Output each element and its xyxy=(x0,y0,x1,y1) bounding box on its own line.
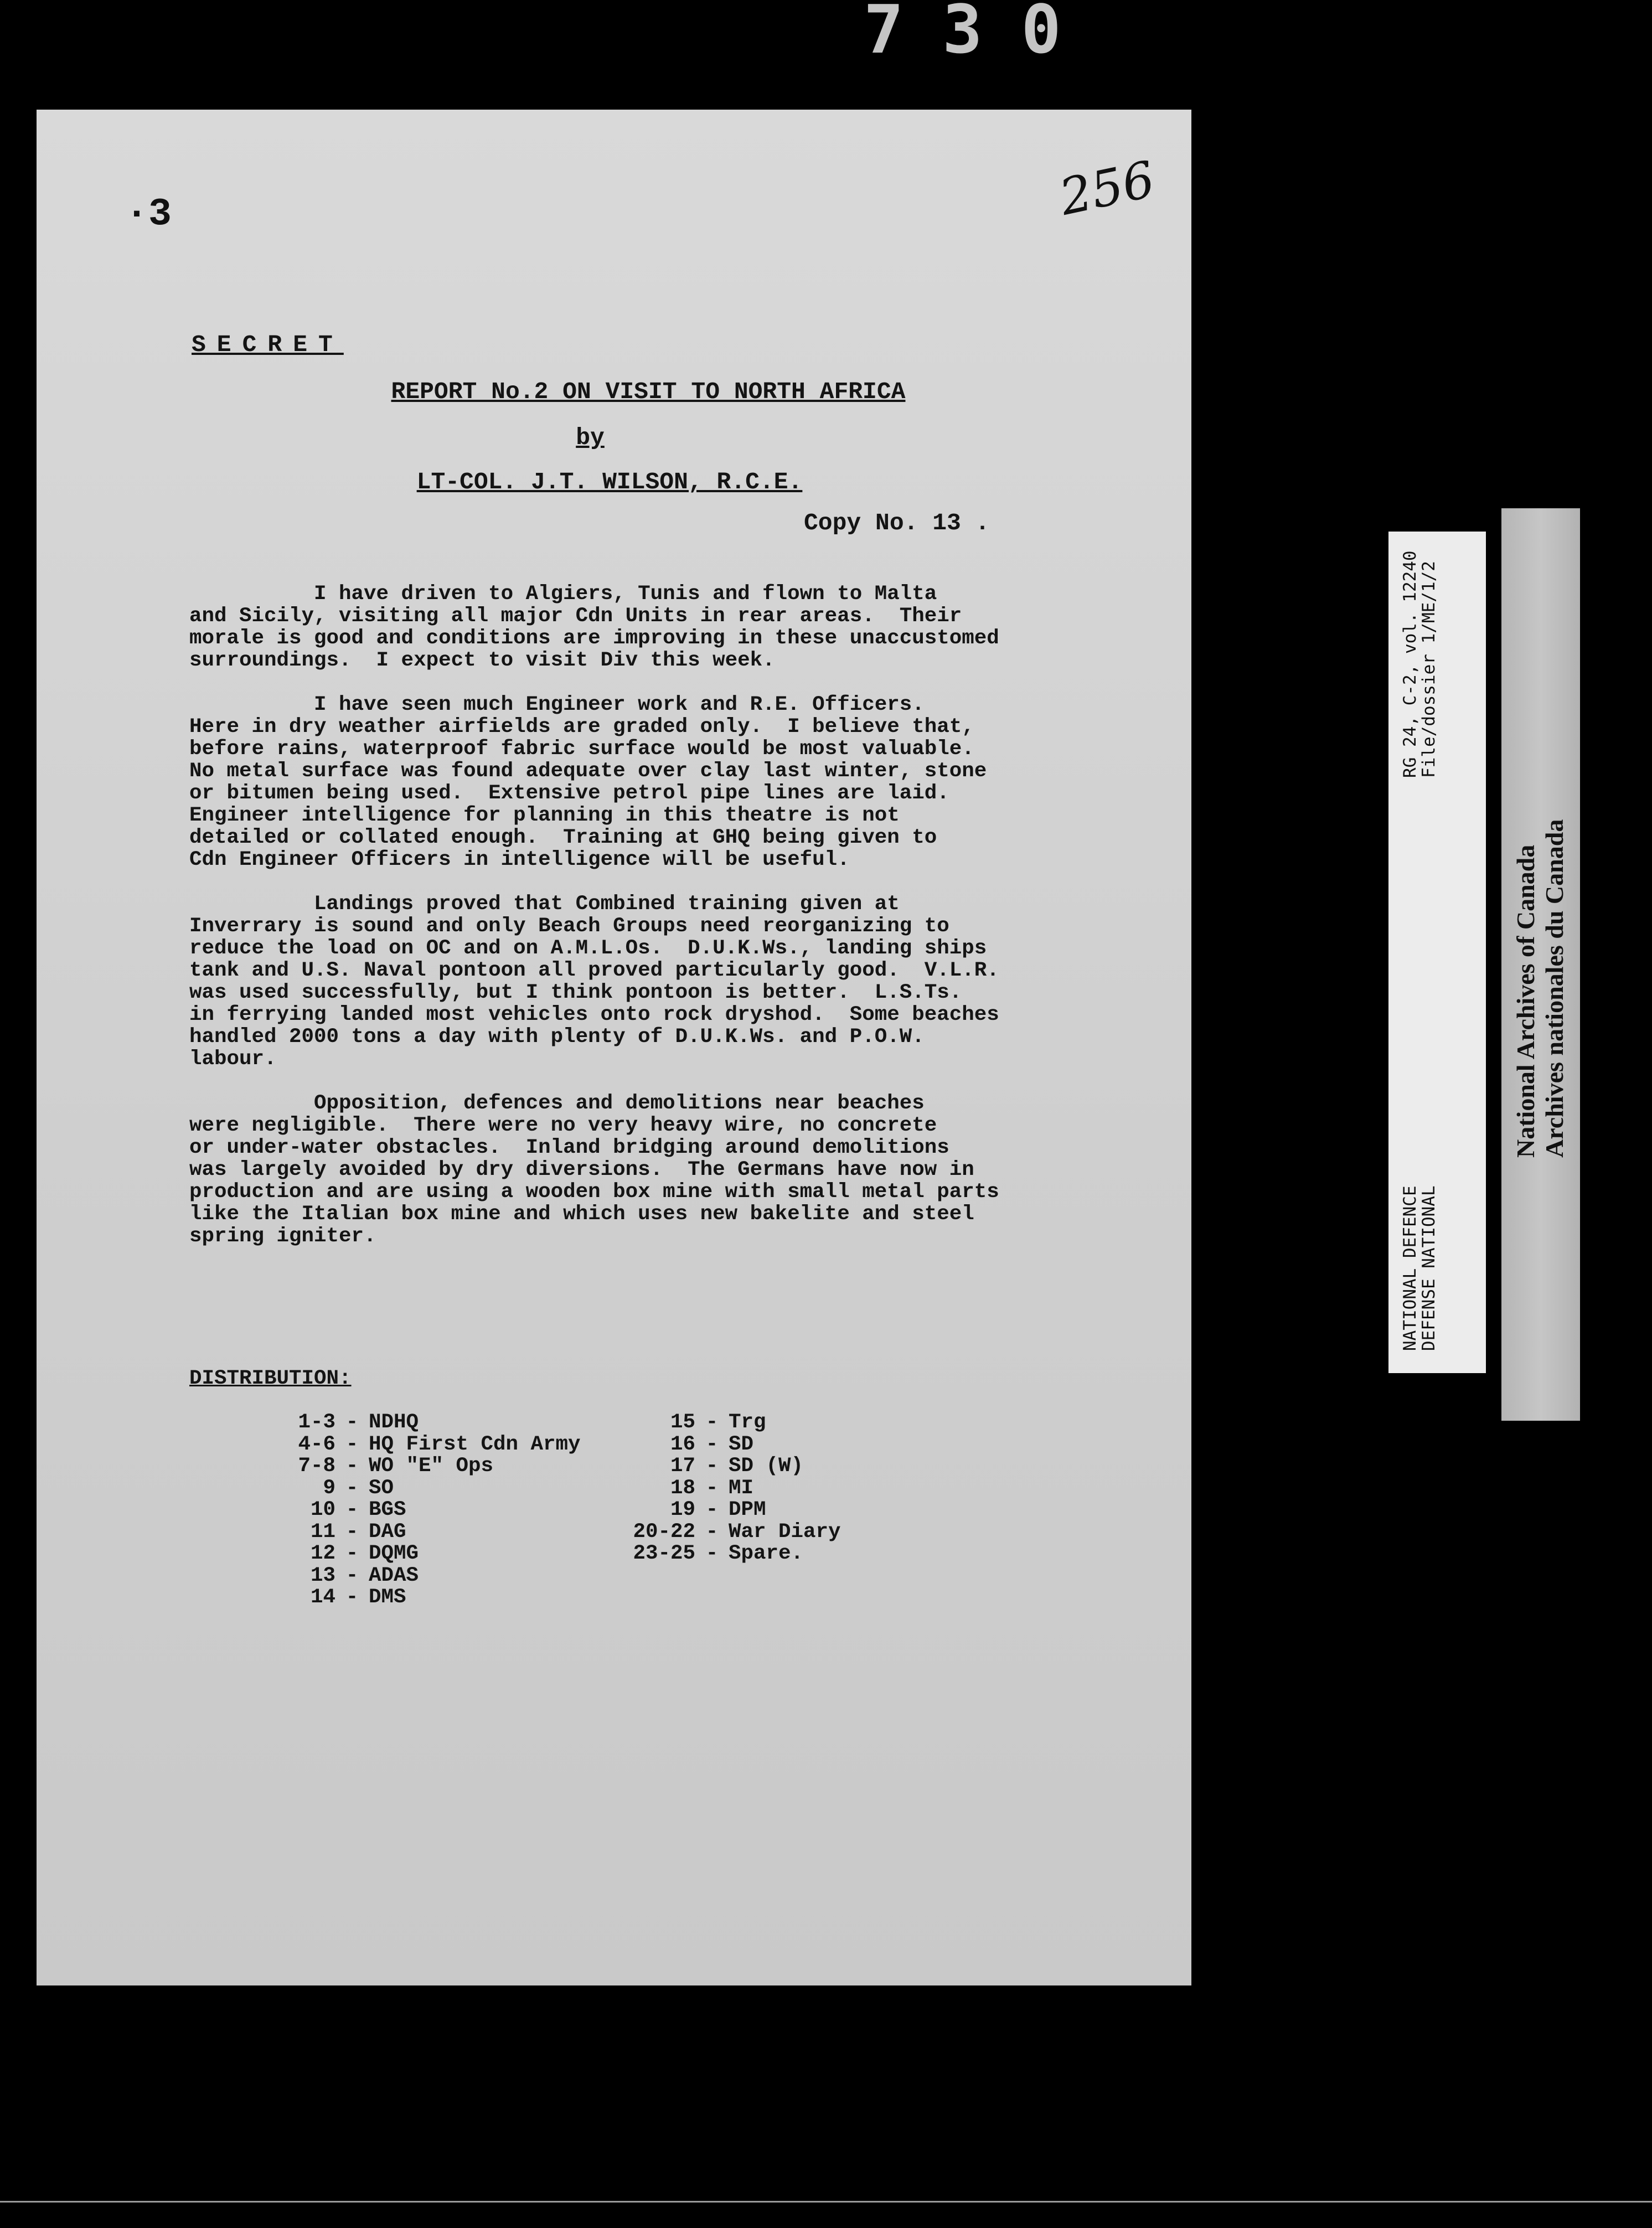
distribution-recipient: SD (W) xyxy=(729,1455,804,1478)
distribution-copy-range: 14 xyxy=(310,1586,335,1609)
corner-mark: ·3 xyxy=(125,193,172,236)
distribution-recipient: SD xyxy=(729,1432,754,1456)
distribution-dash: - xyxy=(345,1411,359,1434)
distribution-dash: - xyxy=(345,1586,359,1609)
copy-number: Copy No. 13 . xyxy=(804,509,990,537)
archive-reference-label xyxy=(1388,532,1486,1373)
distribution-entry xyxy=(219,1522,581,1544)
report-title: REPORT No.2 ON VISIT TO NORTH AFRICA xyxy=(391,378,906,405)
paragraph-3: Landings proved that Combined training given at Inverrary is sound and only Beach Groups need reorganizing to reduce the load on OC and on A.M.L.Os. D.U.K.Ws., landing ships tank and U.S. Naval pontoon all proved particularly good. V.L.R. was used successfully, but I think pontoon is better. L.S.Ts. in ferrying landed most vehicles onto rock dryshod. Some beaches handled 2000 tons a day with plenty of D.U.K.Ws. and P.O.W. labour. xyxy=(189,893,999,1071)
distribution-copy-range: 12 xyxy=(310,1542,335,1565)
frame-number: 730 xyxy=(864,0,1100,69)
distribution-recipient: MI xyxy=(729,1476,754,1500)
distribution-copy-range: 11 xyxy=(310,1520,335,1544)
distribution-title: DISTRIBUTION: xyxy=(189,1367,352,1390)
distribution-recipient: DQMG xyxy=(369,1542,419,1565)
film-edge-line xyxy=(0,2201,1652,2203)
distribution-recipient: DMS xyxy=(369,1586,406,1609)
distribution-copy-range: 19 xyxy=(670,1498,695,1522)
distribution-dash: - xyxy=(705,1455,719,1478)
distribution-entry xyxy=(579,1434,841,1456)
distribution-recipient: Trg xyxy=(729,1411,766,1434)
distribution-dash: - xyxy=(345,1455,359,1478)
paragraph-4: Opposition, defences and demolitions near beaches were negligible. There were no very heavy wire, no concrete or under-water obstacles. Inland bridging around demolitions was largely avoided by dry diversions. The Germans have now in production and are using a wooden box mine with small metal parts like the Italian box mine and which uses new bakelite and steel spring igniter. xyxy=(189,1092,999,1248)
distribution-recipient: BGS xyxy=(369,1498,406,1522)
distribution-list-right xyxy=(579,1412,841,1565)
distribution-copy-range: 18 xyxy=(670,1476,695,1500)
distribution-entry xyxy=(219,1543,581,1565)
distribution-recipient: DAG xyxy=(369,1520,406,1544)
distribution-copy-range: 20-22 xyxy=(633,1520,695,1544)
distribution-recipient: War Diary xyxy=(729,1520,841,1544)
archives-label xyxy=(1501,508,1580,1421)
byline-word: by xyxy=(576,424,605,451)
distribution-recipient: ADAS xyxy=(369,1564,419,1587)
distribution-entry xyxy=(219,1478,581,1500)
document-page xyxy=(37,110,1191,1985)
distribution-recipient: DPM xyxy=(729,1498,766,1522)
distribution-recipient: Spare. xyxy=(729,1542,804,1565)
distribution-entry xyxy=(579,1412,841,1434)
national-defence-text: NATIONAL DEFENCE DEFENSE NATIONAL xyxy=(1400,1185,1439,1351)
distribution-recipient: HQ First Cdn Army xyxy=(369,1432,581,1456)
record-group-reference: RG 24, C-2, vol. 12240 File/dossier 1/ME/1/2 xyxy=(1400,550,1439,778)
distribution-entry xyxy=(579,1456,841,1478)
distribution-recipient: SO xyxy=(369,1476,394,1500)
distribution-entry xyxy=(219,1434,581,1456)
archives-name: National Archives of Canada Archives nationales du Canada xyxy=(1511,819,1568,1158)
distribution-dash: - xyxy=(345,1498,359,1522)
distribution-dash: - xyxy=(705,1542,719,1565)
distribution-copy-range: 15 xyxy=(670,1411,695,1434)
distribution-copy-range: 4-6 xyxy=(298,1432,335,1456)
classification-marking: SECRET xyxy=(192,331,344,358)
distribution-entry xyxy=(579,1522,841,1544)
distribution-copy-range: 9 xyxy=(323,1476,335,1500)
distribution-dash: - xyxy=(705,1476,719,1500)
distribution-dash: - xyxy=(345,1476,359,1500)
distribution-dash: - xyxy=(705,1411,719,1434)
distribution-copy-range: 10 xyxy=(310,1498,335,1522)
distribution-dash: - xyxy=(345,1432,359,1456)
distribution-dash: - xyxy=(705,1498,719,1522)
paragraph-1: I have driven to Algiers, Tunis and flown to Malta and Sicily, visiting all major Cdn Units in rear areas. Their morale is good and conditions are improving in these unaccustomed surroundings. I expect to visit Div this week. xyxy=(189,582,999,672)
distribution-copy-range: 13 xyxy=(310,1564,335,1587)
distribution-entry xyxy=(579,1478,841,1500)
distribution-copy-range: 17 xyxy=(670,1455,695,1478)
distribution-entry xyxy=(219,1412,581,1434)
folio-number: 256 xyxy=(1054,150,1160,227)
paragraph-2: I have seen much Engineer work and R.E. Officers. Here in dry weather airfields are graded only. I believe that, before rains, waterproof fabric surface would be most valuable. No metal surface was found adequate over clay last winter, stone or bitumen being used. Extensive petrol pipe lines are laid. Engineer intelligence for planning in this theatre is not detailed or collated enough. Training at GHQ being given to Cdn Engineer Officers in intelligence will be useful. xyxy=(189,693,987,871)
distribution-dash: - xyxy=(705,1432,719,1456)
distribution-entry xyxy=(219,1499,581,1522)
author-name: LT-COL. J.T. WILSON, R.C.E. xyxy=(416,468,803,496)
distribution-dash: - xyxy=(345,1520,359,1544)
distribution-list-left xyxy=(219,1412,581,1609)
distribution-entry xyxy=(579,1543,841,1565)
distribution-recipient: WO "E" Ops xyxy=(369,1455,494,1478)
distribution-copy-range: 1-3 xyxy=(298,1411,335,1434)
distribution-entry xyxy=(219,1587,581,1609)
distribution-copy-range: 7-8 xyxy=(298,1455,335,1478)
distribution-entry xyxy=(579,1499,841,1522)
distribution-recipient: NDHQ xyxy=(369,1411,419,1434)
distribution-dash: - xyxy=(345,1564,359,1587)
distribution-entry xyxy=(219,1456,581,1478)
distribution-copy-range: 16 xyxy=(670,1432,695,1456)
distribution-entry xyxy=(219,1565,581,1587)
distribution-copy-range: 23-25 xyxy=(633,1542,695,1565)
distribution-dash: - xyxy=(705,1520,719,1544)
distribution-dash: - xyxy=(345,1542,359,1565)
